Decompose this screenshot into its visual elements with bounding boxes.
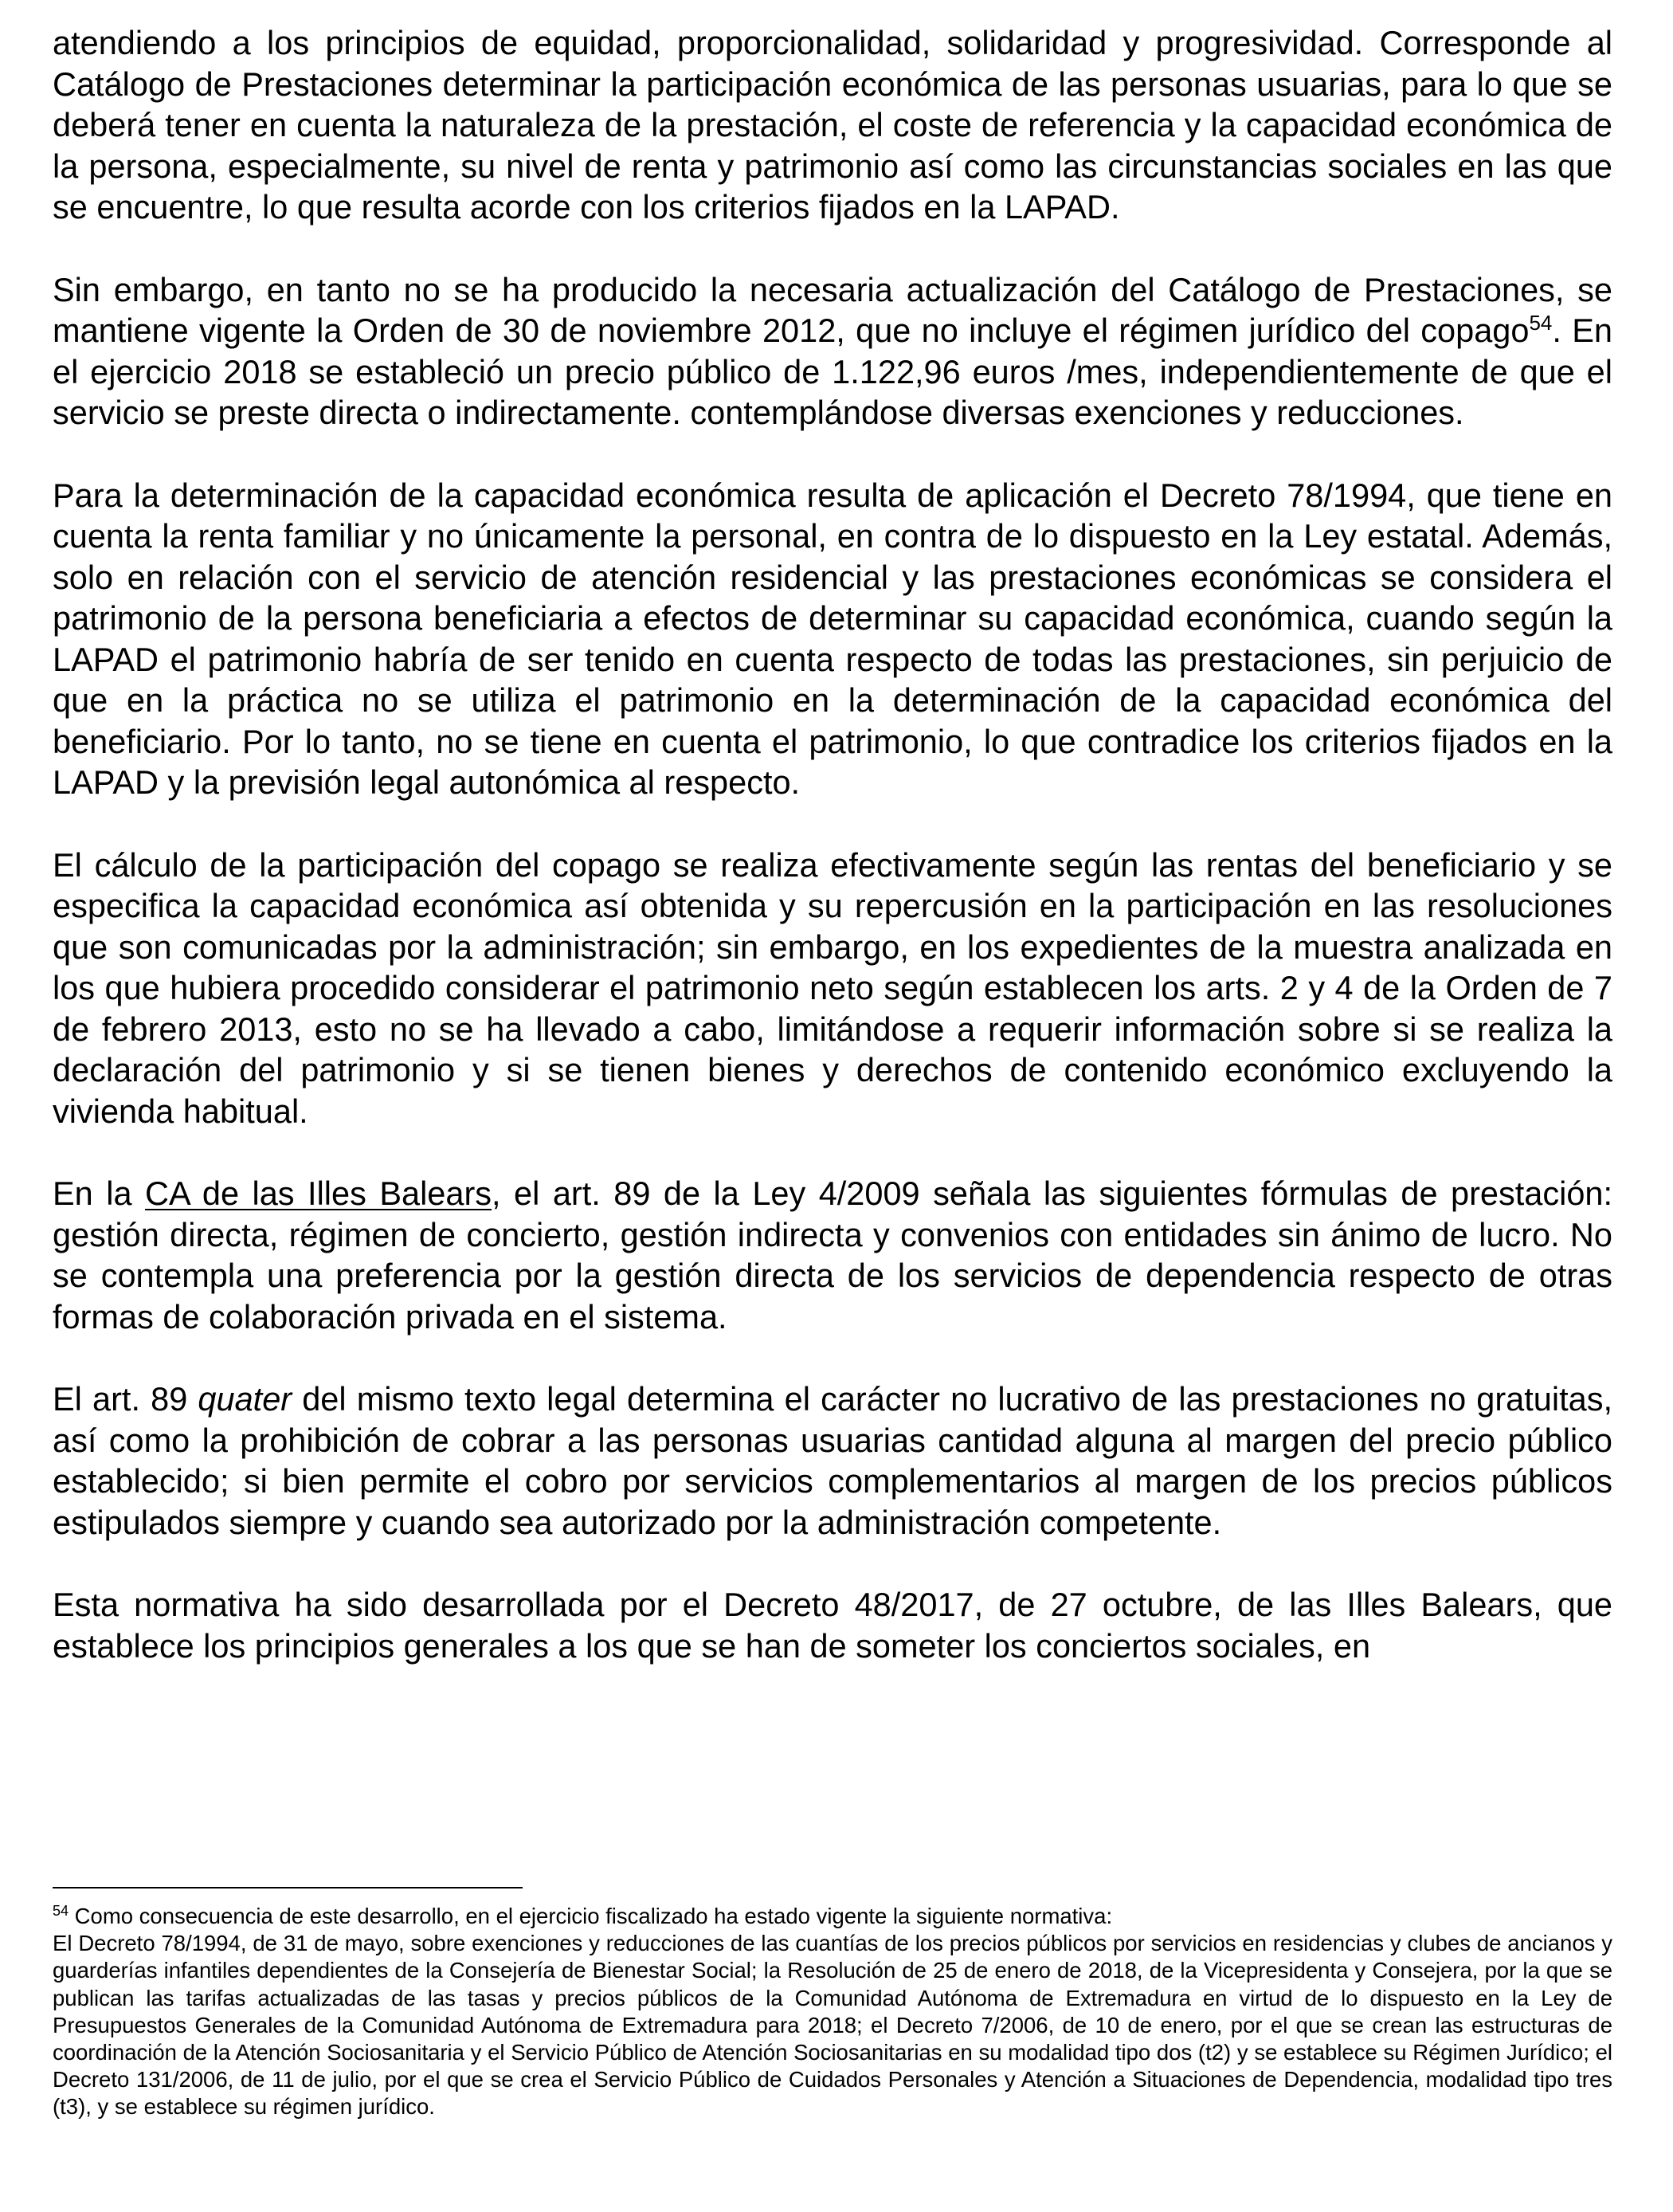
paragraph-3-text: Para la determinación de la capacidad económica resulta de aplicación el Decreto 78/1994, que tiene en cuenta la renta familiar y no únicamente la personal, en contra de lo dispuesto en la Ley estatal. Además, solo en relación con el servicio de atención residencial y las prestaciones económicas se considera el patrimonio de la persona beneficiaria a efectos de determinar su capacidad económica, cuando según la LAPAD el patrimonio habría de ser tenido en cuenta respecto de todas las prestaciones, sin perjuicio de que en la práctica no se utiliza el patrimonio en la determinación de la capacidad económica del beneficiario. Por lo tanto, no se tiene en cuenta el patrimonio, lo que contradice los criterios fijados en la LAPAD y la previsión legal autonómica al respecto. — [53, 476, 1612, 801]
underlined-region-name: CA de las Illes Balears — [145, 1175, 492, 1212]
footnote-body-text: El Decreto 78/1994, de 31 de mayo, sobre exenciones y reducciones de las cuantías de los precios públicos por servicios en residencias y clubes de ancianos y guarderías infantiles dependientes de la Consejería de Bienestar Social; la Resolución de 25 de enero de 2018, de la Vicepresidenta y Consejera, por la que se publican las tarifas actualizadas de las tasas y precios públicos de la Comunidad Autónoma de Extremadura en virtud de lo dispuesto en la Ley de Presupuestos Generales de la Comunidad Autónoma de Extremadura para 2018; el Decreto 7/2006, de 10 de enero, por el que se crean las estructuras de coordinación de la Atención Sociosanitaria y el Servicio Público de Atención Sociosanitarias en su modalidad tipo dos (t2) y se establece su Régimen Jurídico; el Decreto 131/2006, de 11 de julio, por el que se crea el Servicio Público de Cuidados Personales y Atención a Situaciones de Dependencia, modalidad tipo tres (t3), y se establece su régimen jurídico. — [53, 1931, 1612, 2120]
paragraph-7-text: Esta normativa ha sido desarrollada por el Decreto 48/2017, de 27 octubre, de las Illes Balears, que establece los principios generales a los que se han de someter los conciertos sociales, en — [53, 1586, 1612, 1665]
paragraph-5 — [53, 1173, 1612, 1337]
footnote-area — [53, 1887, 1612, 2121]
paragraph-6-text-end: del mismo texto legal determina el carácter no lucrativo de las prestaciones no gratuitas, así como la prohibición de cobrar a las personas usuarias cantidad alguna al margen del precio público establecido; si bien permite el cobro por servicios complementarios al margen de los precios públicos estipulados siempre y cuando sea autorizado por la administración competente. — [53, 1380, 1612, 1541]
paragraph-5-text-end: , el art. 89 de la Ley 4/2009 señala las siguientes fórmulas de prestación: gestión directa, régimen de concierto, gestión indirecta y convenios con entidades sin ánimo de lucro. No se contempla una preferencia por la gestión directa de los servicios de dependencia respecto de otras formas de colaboración privada en el sistema. — [53, 1175, 1613, 1335]
footnote-intro-text: Como consecuencia de este desarrollo, en el ejercicio fiscalizado ha estado vigente la siguiente normativa: — [69, 1904, 1113, 1928]
paragraph-5-text-start: En la — [53, 1175, 146, 1212]
footnote-number: 54 — [53, 1902, 69, 1919]
italic-term-quater: quater — [198, 1380, 292, 1418]
document-body — [53, 22, 1612, 1666]
footnote-54-intro — [53, 1903, 1612, 1930]
paragraph-4-text: El cálculo de la participación del copago se realiza efectivamente según las rentas del beneficiario y se especifica la capacidad económica así obtenida y su repercusión en la participación en las resoluciones que son comunicadas por la administración; sin embargo, en los expedientes de la muestra analizada en los que hubiera procedido considerar el patrimonio neto según establecen los arts. 2 y 4 de la Orden de 7 de febrero 2013, esto no se ha llevado a cabo, limitándose a requerir información sobre si se realiza la declaración del patrimonio y si se tienen bienes y derechos de contenido económico excluyendo la vivienda habitual. — [53, 845, 1612, 1130]
paragraph-2-text-end: . En el ejercicio 2018 se estableció un precio público de 1.122,96 euros /mes, independientemente de que el servicio se preste directa o indirectamente. contemplándose diversas exenciones y reducciones. — [53, 312, 1612, 431]
paragraph-6-text-start: El art. 89 — [53, 1380, 198, 1418]
paragraph-2-text-start: Sin embargo, en tanto no se ha producido la necesaria actualización del Catálogo de Prestaciones, se mantiene vigente la Orden de 30 de noviembre 2012, que no incluye el régimen jurídico del copago — [53, 270, 1612, 349]
paragraph-1-text: atendiendo a los principios de equidad, proporcionalidad, solidaridad y progresividad. Corresponde al Catálogo de Prestaciones determinar la participación económica de las personas usuarias, para lo que se deberá tener en cuenta la naturaleza de la prestación, el coste de referencia y la capacidad económica de la persona, especialmente, su nivel de renta y patrimonio así como las circunstancias sociales en las que se encuentre, lo que resulta acorde con los criterios fijados en la LAPAD. — [53, 24, 1612, 226]
footnote-separator — [53, 1887, 523, 1888]
paragraph-2 — [53, 269, 1612, 433]
paragraph-1 — [53, 22, 1612, 228]
paragraph-4 — [53, 845, 1612, 1132]
paragraph-7 — [53, 1584, 1612, 1666]
footnote-54-body — [53, 1930, 1612, 2120]
paragraph-6 — [53, 1379, 1612, 1543]
paragraph-3 — [53, 475, 1612, 803]
footnote-reference-54[interactable]: 54 — [1529, 311, 1553, 335]
